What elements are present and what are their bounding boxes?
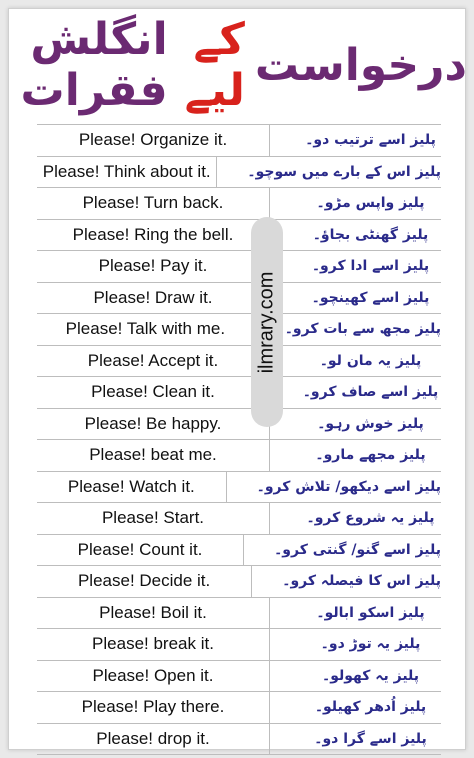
table-row — [37, 157, 441, 189]
table-row — [37, 188, 441, 220]
urdu-translation: پلیز اسے دیکھو/ تلاش کرو۔ — [256, 478, 441, 495]
urdu-translation: پلیز اُدھر کھیلو۔ — [314, 699, 427, 716]
urdu-translation: پلیز اسے گنو/ گنتی کرو۔ — [274, 541, 441, 558]
english-phrase: Please! Pay it. — [37, 251, 270, 282]
english-phrase: Please! Draw it. — [37, 283, 270, 314]
table-row — [37, 346, 441, 378]
table-row — [37, 377, 441, 409]
page-title — [9, 9, 467, 121]
table-row — [37, 629, 441, 661]
phrase-table — [37, 124, 441, 755]
english-phrase: Please! Watch it. — [37, 472, 227, 503]
watermark-badge — [251, 217, 283, 427]
english-phrase: Please! Organize it. — [37, 125, 270, 156]
english-phrase: Please! Clean it. — [37, 377, 270, 408]
phrase-card — [8, 8, 466, 750]
urdu-translation: پلیز واپس مڑو۔ — [316, 195, 425, 212]
english-phrase: Please! Start. — [37, 503, 270, 534]
table-row — [37, 692, 441, 724]
title-part-request: درخواست — [254, 39, 467, 91]
urdu-translation: پلیز اسے گرا دو۔ — [314, 730, 427, 747]
urdu-translation: پلیز یہ مان لو۔ — [319, 352, 422, 369]
english-phrase: Please! Open it. — [37, 661, 270, 692]
urdu-translation: پلیز یہ توڑ دو۔ — [320, 636, 421, 653]
urdu-translation: پلیز اسکو ابالو۔ — [316, 604, 425, 621]
urdu-translation: پلیز اسے کھینچو۔ — [311, 289, 430, 306]
table-row — [37, 440, 441, 472]
table-row — [37, 283, 441, 315]
english-phrase: Please! Ring the bell. — [37, 220, 270, 251]
urdu-translation: پلیز اسے صاف کرو۔ — [302, 384, 439, 401]
urdu-translation: پلیز اس کے بارے میں سوچو۔ — [247, 163, 441, 180]
table-row — [37, 598, 441, 630]
urdu-translation: پلیز یہ کھولو۔ — [322, 667, 420, 684]
title-part-for: کے لیے — [184, 14, 245, 116]
table-row — [37, 314, 441, 346]
urdu-translation: پلیز اسے ترتیب دو۔ — [305, 132, 436, 149]
urdu-translation: پلیز گھنٹی بجاؤ۔ — [312, 226, 429, 243]
title-part-english-phrases: انگلش فقرات — [20, 14, 168, 116]
urdu-translation: پلیز خوش رہو۔ — [317, 415, 424, 432]
english-phrase: Please! beat me. — [37, 440, 270, 471]
table-row — [37, 661, 441, 693]
table-row — [37, 472, 441, 504]
urdu-translation: پلیز مجھے مارو۔ — [315, 447, 426, 464]
urdu-translation: پلیز اسے ادا کرو۔ — [311, 258, 430, 275]
watermark-text: ilmrary.com — [255, 271, 278, 373]
urdu-translation: پلیز یہ شروع کرو۔ — [306, 510, 435, 527]
table-row — [37, 566, 441, 598]
table-row — [37, 503, 441, 535]
urdu-translation: پلیز اس کا فیصلہ کرو۔ — [282, 573, 441, 590]
table-row — [37, 724, 441, 756]
english-phrase: Please! drop it. — [37, 724, 270, 755]
english-phrase: Please! Count it. — [37, 535, 244, 566]
english-phrase: Please! Be happy. — [37, 409, 270, 440]
english-phrase: Please! Boil it. — [37, 598, 270, 629]
table-row — [37, 409, 441, 441]
table-row — [37, 125, 441, 157]
table-row — [37, 535, 441, 567]
table-row — [37, 251, 441, 283]
english-phrase: Please! Talk with me. — [37, 314, 255, 345]
english-phrase: Please! Accept it. — [37, 346, 270, 377]
english-phrase: Please! Turn back. — [37, 188, 270, 219]
table-row — [37, 220, 441, 252]
english-phrase: Please! Decide it. — [37, 566, 252, 597]
urdu-translation: پلیز مجھ سے بات کرو۔ — [284, 321, 441, 338]
english-phrase: Please! break it. — [37, 629, 270, 660]
english-phrase: Please! Play there. — [37, 692, 270, 723]
english-phrase: Please! Think about it. — [37, 157, 217, 188]
